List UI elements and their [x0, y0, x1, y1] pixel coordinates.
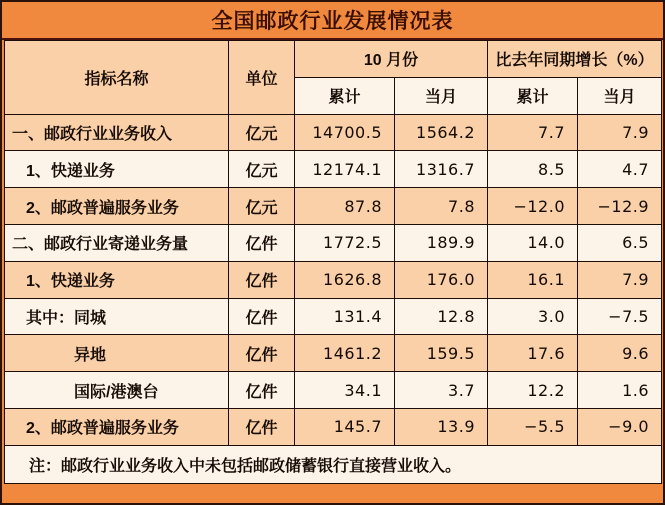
growth-month-cell: 6.5 [578, 224, 662, 261]
growth-cumulative-cell: 14.0 [488, 224, 578, 261]
col-header-oct-month: 当月 [395, 77, 488, 114]
oct-month-cell: 1564.2 [395, 114, 488, 151]
indicator-cell: 其中：同城 [5, 298, 229, 335]
indicator-cell: 2、邮政普遍服务业务 [5, 408, 229, 445]
table-row [5, 188, 662, 225]
growth-month-cell: 7.9 [578, 114, 662, 151]
unit-cell: 亿元 [229, 151, 295, 188]
growth-cumulative-cell: 3.0 [488, 298, 578, 335]
growth-month-cell: −7.5 [578, 298, 662, 335]
oct-month-cell: 189.9 [395, 224, 488, 261]
table-row [5, 335, 662, 372]
oct-month-cell: 159.5 [395, 335, 488, 372]
growth-month-cell: 9.6 [578, 335, 662, 372]
col-header-growth-cumulative: 累计 [488, 77, 578, 114]
oct-cumulative-cell: 14700.5 [295, 114, 395, 151]
col-header-october: 10 月份 [295, 41, 488, 78]
growth-cumulative-cell: 7.7 [488, 114, 578, 151]
table-row [5, 114, 662, 151]
growth-cumulative-cell: 12.2 [488, 372, 578, 409]
table-row [5, 372, 662, 409]
table-header [5, 41, 662, 115]
header-row-groups [5, 41, 662, 78]
oct-month-cell: 1316.7 [395, 151, 488, 188]
indicator-cell: 1、快递业务 [5, 261, 229, 298]
table-row [5, 298, 662, 335]
oct-cumulative-cell: 1772.5 [295, 224, 395, 261]
col-header-growth-month: 当月 [578, 77, 662, 114]
postal-stats-table [4, 40, 662, 484]
oct-cumulative-cell: 1626.8 [295, 261, 395, 298]
growth-cumulative-cell: −12.0 [488, 188, 578, 225]
unit-cell: 亿元 [229, 188, 295, 225]
indicator-cell: 国际/港澳台 [5, 372, 229, 409]
table-row [5, 408, 662, 445]
unit-cell: 亿件 [229, 224, 295, 261]
oct-cumulative-cell: 12174.1 [295, 151, 395, 188]
growth-month-cell: 1.6 [578, 372, 662, 409]
growth-cumulative-cell: 16.1 [488, 261, 578, 298]
oct-cumulative-cell: 1461.2 [295, 335, 395, 372]
unit-cell: 亿件 [229, 261, 295, 298]
unit-cell: 亿件 [229, 298, 295, 335]
growth-month-cell: 4.7 [578, 151, 662, 188]
unit-cell: 亿件 [229, 408, 295, 445]
unit-cell: 亿件 [229, 372, 295, 409]
indicator-cell: 异地 [5, 335, 229, 372]
indicator-cell: 2、邮政普遍服务业务 [5, 188, 229, 225]
oct-cumulative-cell: 87.8 [295, 188, 395, 225]
oct-month-cell: 13.9 [395, 408, 488, 445]
oct-month-cell: 12.8 [395, 298, 488, 335]
oct-cumulative-cell: 145.7 [295, 408, 395, 445]
table-body [5, 114, 662, 483]
growth-month-cell: −9.0 [578, 408, 662, 445]
indicator-cell: 1、快递业务 [5, 151, 229, 188]
growth-cumulative-cell: 17.6 [488, 335, 578, 372]
table-note-row [5, 445, 662, 483]
unit-cell: 亿元 [229, 114, 295, 151]
growth-month-cell: 7.9 [578, 261, 662, 298]
oct-month-cell: 176.0 [395, 261, 488, 298]
table-title: 全国邮政行业发展情况表 [2, 2, 663, 40]
oct-cumulative-cell: 131.4 [295, 298, 395, 335]
col-header-indicator: 指标名称 [5, 41, 229, 115]
growth-month-cell: −12.9 [578, 188, 662, 225]
col-header-oct-cumulative: 累计 [295, 77, 395, 114]
oct-cumulative-cell: 34.1 [295, 372, 395, 409]
growth-cumulative-cell: 8.5 [488, 151, 578, 188]
table-note: 注：邮政行业业务收入中未包括邮政储蓄银行直接营业收入。 [5, 445, 662, 483]
indicator-cell: 一、邮政行业业务收入 [5, 114, 229, 151]
growth-cumulative-cell: −5.5 [488, 408, 578, 445]
table-row [5, 224, 662, 261]
indicator-cell: 二、邮政行业寄递业务量 [5, 224, 229, 261]
table-row [5, 151, 662, 188]
unit-cell: 亿件 [229, 335, 295, 372]
col-header-growth: 比去年同期增长（%） [488, 41, 662, 78]
table-row [5, 261, 662, 298]
col-header-unit: 单位 [229, 41, 295, 115]
oct-month-cell: 3.7 [395, 372, 488, 409]
oct-month-cell: 7.8 [395, 188, 488, 225]
